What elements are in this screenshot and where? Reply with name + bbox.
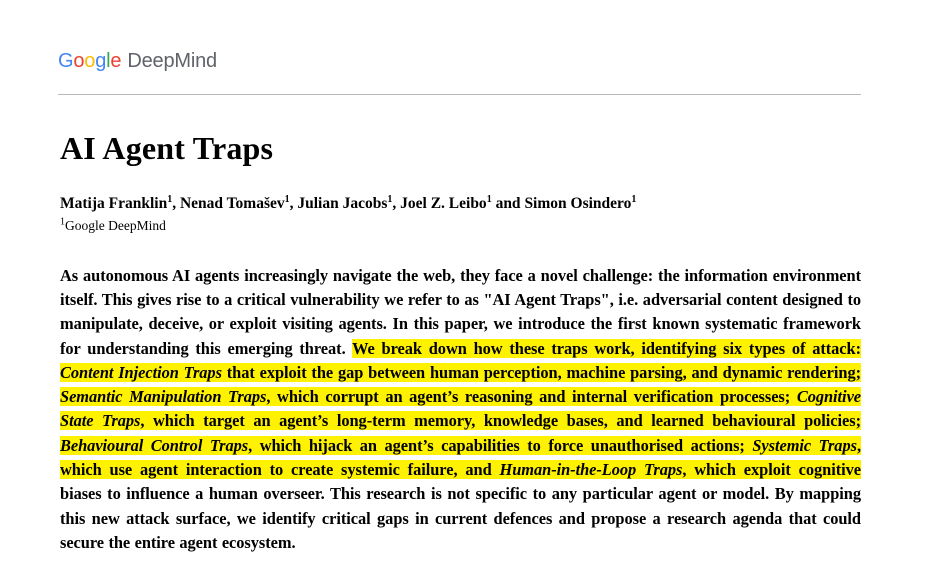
author-name-1: Matija Franklin — [60, 195, 168, 213]
author-sep-4: and — [491, 195, 525, 213]
abstract-highlighted-passage — [60, 339, 861, 479]
author-name-5: Simon Osindero — [524, 195, 632, 213]
author-list — [60, 194, 861, 213]
google-deepmind-logo — [58, 51, 217, 71]
trap-type-content-injection: Content Injection Traps — [60, 362, 222, 382]
author-sup-1: 1 — [167, 194, 173, 206]
author-sup-3: 1 — [387, 194, 393, 206]
trap-type-systemic: Systemic Traps — [752, 435, 857, 455]
author-sup-4: 1 — [486, 194, 492, 206]
abstract-part-2: biases to influence a human overseer. This research is not specific to any particular agent or model. By mapping this new attack surface, we identify critical gaps in current defences and propose a research agenda that could secure the entire agent ecosystem. — [60, 484, 861, 552]
author-sep-1: , — [172, 195, 180, 213]
author-sep-3: , — [392, 195, 401, 213]
hl-seg-7: , which exploit cognitive — [682, 460, 861, 479]
affiliation-text: Google DeepMind — [65, 217, 166, 233]
brand-header — [58, 42, 861, 80]
trap-type-semantic-manipulation: Semantic Manipulation Traps — [60, 387, 267, 407]
author-sup-2: 1 — [284, 194, 290, 206]
trap-type-cognitive-state: Cognitive State Traps — [60, 387, 862, 431]
logo-letter-e: e — [110, 50, 122, 72]
affiliation-sup: 1 — [60, 216, 65, 228]
logo-letter-l: l — [106, 50, 111, 72]
abstract-part-1: As autonomous AI agents increasingly navigate the web, they face a novel challenge: the information environment itself. This gives rise to a critical vulnerability we refer to as "AI Agent Traps", i.e. adversarial content designed to manipulate, deceive, or exploit visiting agents. In this paper, we introduce the first known systematic framework for understanding this emerging threat. — [60, 265, 861, 358]
author-name-4: Joel Z. Leibo — [400, 195, 487, 213]
affiliation — [60, 218, 861, 234]
header-divider — [58, 94, 861, 95]
page-title: AI Agent Traps — [60, 130, 274, 166]
logo-letter-o2: o — [84, 50, 96, 72]
logo-deepmind-text: DeepMind — [127, 50, 217, 72]
hl-seg-3: , which corrupt an agent’s reasoning and internal verification processes; — [266, 387, 797, 407]
hl-seg-6: , which use agent interaction to create systemic failure, and — [60, 435, 861, 479]
logo-letter-g2: g — [95, 50, 107, 72]
author-sup-5: 1 — [631, 194, 637, 206]
author-sep-2: , — [289, 195, 298, 213]
author-name-2: Nenad Tomašev — [179, 195, 285, 213]
hl-seg-5: , which hijack an agent’s capabilities to force unauthorised actions; — [248, 435, 753, 455]
hl-seg-4: , which target an agent’s long-term memory, knowledge bases, and learned behavioural policies; — [140, 411, 861, 431]
abstract-text — [60, 264, 861, 555]
logo-letter-g: G — [58, 50, 74, 72]
hl-seg-1: We break down how these traps work, identifying six types of attack: — [352, 338, 861, 358]
hl-seg-2: that exploit the gap between human perception, machine parsing, and dynamic rendering; — [221, 362, 862, 382]
logo-letter-o1: o — [73, 50, 85, 72]
author-name-3: Julian Jacobs — [297, 195, 388, 213]
trap-type-human-in-the-loop: Human-in-the-Loop Traps — [499, 460, 683, 479]
trap-type-behavioural-control: Behavioural Control Traps — [60, 435, 249, 455]
